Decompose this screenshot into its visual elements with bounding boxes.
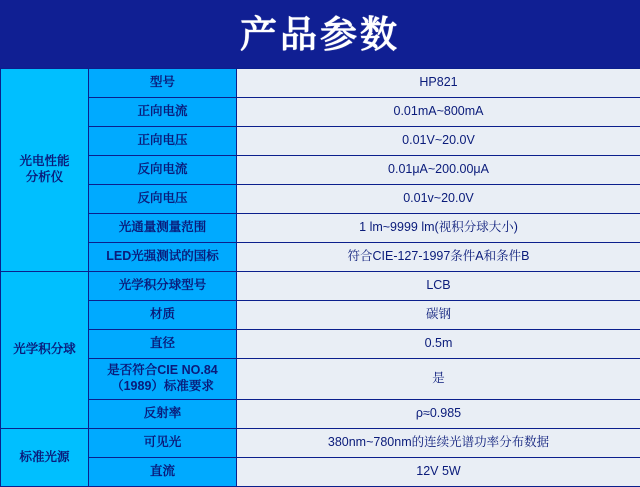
table-row bbox=[1, 156, 640, 185]
row-value: 符合CIE-127-1997条件A和条件B bbox=[237, 243, 640, 272]
row-value: 碳钢 bbox=[237, 301, 640, 330]
table-row bbox=[1, 429, 640, 458]
row-label: 型号 bbox=[89, 69, 237, 98]
page-title: 产品参数 bbox=[240, 16, 400, 53]
row-label: 直流 bbox=[89, 458, 237, 487]
table-row bbox=[1, 330, 640, 359]
row-value: HP821 bbox=[237, 69, 640, 98]
row-value: 0.01mA~800mA bbox=[237, 98, 640, 127]
row-label bbox=[89, 359, 237, 400]
table-row bbox=[1, 400, 640, 429]
row-label: 材质 bbox=[89, 301, 237, 330]
row-label: 反向电流 bbox=[89, 156, 237, 185]
row-label: LED光强测试的国标 bbox=[89, 243, 237, 272]
table-row bbox=[1, 185, 640, 214]
row-label: 反射率 bbox=[89, 400, 237, 429]
row-label: 光学积分球型号 bbox=[89, 272, 237, 301]
row-value: 0.01μA~200.00μA bbox=[237, 156, 640, 185]
row-label-line: 是否符合CIE NO.84 bbox=[89, 363, 236, 379]
table-row bbox=[1, 458, 640, 487]
table-row bbox=[1, 243, 640, 272]
row-label: 正向电流 bbox=[89, 98, 237, 127]
row-value: 是 bbox=[237, 359, 640, 400]
row-label: 直径 bbox=[89, 330, 237, 359]
specification-table bbox=[0, 68, 640, 487]
table-row bbox=[1, 98, 640, 127]
table-row bbox=[1, 214, 640, 243]
group-label-line: 光学积分球 bbox=[1, 342, 88, 358]
group-label-integrating-sphere bbox=[1, 272, 89, 429]
table-row bbox=[1, 127, 640, 156]
group-label-line: 标准光源 bbox=[1, 450, 88, 466]
group-label-photoelectric-analyzer bbox=[1, 69, 89, 272]
row-label: 反向电压 bbox=[89, 185, 237, 214]
table-row bbox=[1, 301, 640, 330]
group-label-standard-light-source bbox=[1, 429, 89, 487]
row-value: ρ≈0.985 bbox=[237, 400, 640, 429]
row-value: 12V 5W bbox=[237, 458, 640, 487]
row-label: 可见光 bbox=[89, 429, 237, 458]
row-value: 380nm~780nm的连续光谱功率分布数据 bbox=[237, 429, 640, 458]
table-row bbox=[1, 69, 640, 98]
row-label: 正向电压 bbox=[89, 127, 237, 156]
row-label-line: （1989）标准要求 bbox=[89, 379, 236, 395]
row-value: 0.5m bbox=[237, 330, 640, 359]
page-header bbox=[0, 0, 640, 68]
table-row bbox=[1, 359, 640, 400]
group-label-line: 分析仪 bbox=[1, 170, 88, 186]
row-label: 光通量测量范围 bbox=[89, 214, 237, 243]
row-value: 1 lm~9999 lm(视积分球大小) bbox=[237, 214, 640, 243]
row-value: LCB bbox=[237, 272, 640, 301]
group-label-line: 光电性能 bbox=[1, 154, 88, 170]
row-value: 0.01V~20.0V bbox=[237, 127, 640, 156]
table-row bbox=[1, 272, 640, 301]
row-value: 0.01v~20.0V bbox=[237, 185, 640, 214]
